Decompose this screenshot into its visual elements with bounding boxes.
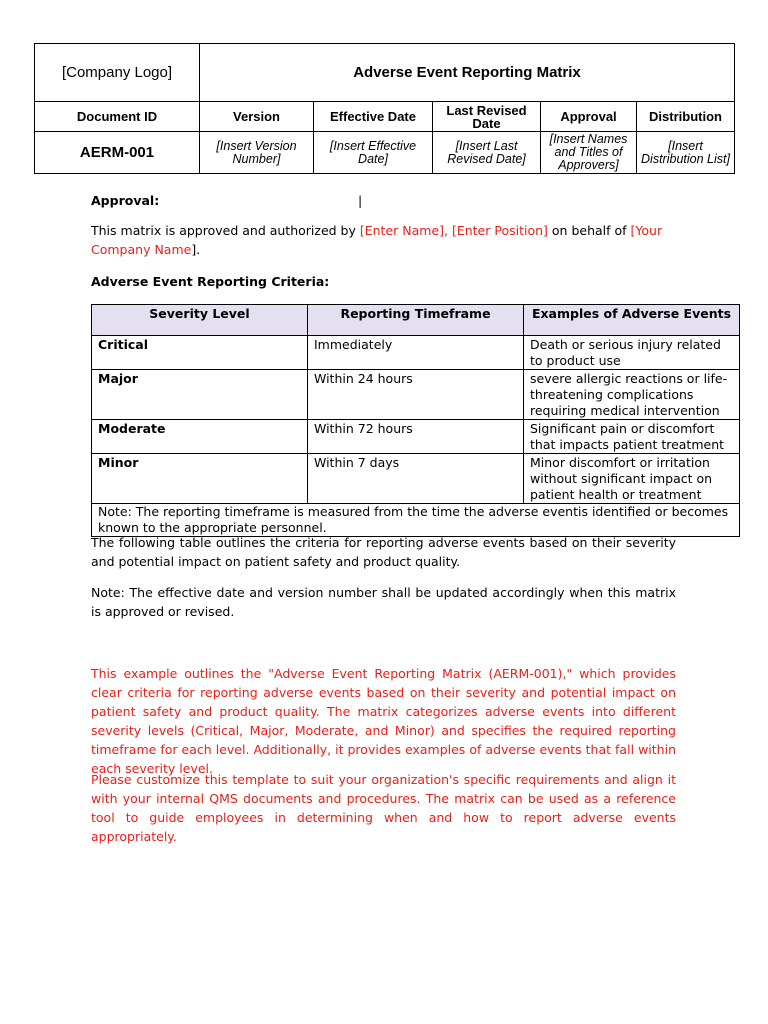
- criteria-table: [91, 304, 740, 537]
- approval-label-line: [91, 191, 676, 210]
- col-examples: Examples of Adverse Events: [524, 305, 740, 336]
- col-severity-level: Severity Level: [92, 305, 308, 336]
- outline-paragraph: The following table outlines the criteria for reporting adverse events based on their severity and potential impact on patient safety and product quality.: [91, 535, 676, 569]
- approval-text-end: ].: [191, 242, 201, 257]
- document-id-value: AERM-001: [35, 132, 200, 174]
- table-row: [92, 336, 740, 370]
- severity-cell: Critical: [92, 336, 308, 370]
- examples-cell: Significant pain or discomfort that impacts patient treatment: [524, 420, 740, 454]
- last-revised-date-value: [Insert Last Revised Date]: [433, 132, 541, 174]
- col-document-id: Document ID: [35, 102, 200, 132]
- version-value: [Insert Version Number]: [200, 132, 314, 174]
- col-last-revised-date: Last Revised Date: [433, 102, 541, 132]
- name-position-placeholder: [Enter Name], [Enter Position]: [359, 223, 548, 238]
- severity-cell: Major: [92, 370, 308, 420]
- col-reporting-timeframe: Reporting Timeframe: [308, 305, 524, 336]
- timeframe-cell: Within 72 hours: [308, 420, 524, 454]
- header-value-row: [35, 132, 735, 174]
- approval-label: Approval:: [91, 193, 160, 208]
- examples-cell: Death or serious injury related to product use: [524, 336, 740, 370]
- criteria-header-row: [92, 305, 740, 336]
- document-title: Adverse Event Reporting Matrix: [200, 44, 735, 102]
- col-distribution: Distribution: [637, 102, 735, 132]
- update-note-paragraph: Note: The effective date and version number shall be updated accordingly when this matrix is approved or revised.: [91, 585, 676, 619]
- customize-paragraph: Please customize this template to suit your organization's specific requirements and align it with your internal QMS documents and procedures. The matrix can be used as a reference tool to guide employees in determining when and how to report adverse events appropriately.: [91, 772, 676, 844]
- table-row: [92, 370, 740, 420]
- col-version: Version: [200, 102, 314, 132]
- table-row: [92, 420, 740, 454]
- approval-value: [Insert Names and Titles of Approvers]: [541, 132, 637, 174]
- company-logo-placeholder: [Company Logo]: [35, 44, 200, 102]
- severity-cell: Minor: [92, 454, 308, 504]
- table-note: Note: The reporting timeframe is measured from the time the adverse eventis identified or becomes known to the appropriate personnel.: [92, 504, 740, 537]
- text-cursor: |: [358, 193, 363, 208]
- approval-statement: [91, 221, 676, 259]
- examples-cell: severe allergic reactions or life-threatening complications requiring medical intervention: [524, 370, 740, 420]
- approval-text-middle: on behalf of: [547, 223, 631, 238]
- header-column-row: [35, 102, 735, 132]
- document-header-table: [34, 43, 735, 174]
- col-effective-date: Effective Date: [314, 102, 433, 132]
- distribution-value: [Insert Distribution List]: [637, 132, 735, 174]
- company-name-placeholder: [Your Company Name: [91, 223, 663, 257]
- table-note-row: [92, 504, 740, 537]
- examples-cell: Minor discomfort or irritation without significant impact on patient health or treatment: [524, 454, 740, 504]
- timeframe-cell: Within 7 days: [308, 454, 524, 504]
- col-approval: Approval: [541, 102, 637, 132]
- effective-date-value: [Insert Effective Date]: [314, 132, 433, 174]
- example-paragraph: This example outlines the "Adverse Event Reporting Matrix (AERM-001)," which provides clear criteria for reporting adverse events based on their severity and potential impact on patient safety and product quality. The matrix categorizes adverse events into different severity levels (Critical, Major, Moderate, and Minor) and specifies the required reporting timeframe for each level. Additionally, it provides examples of adverse events that fall within each severity level.: [91, 666, 676, 776]
- criteria-heading: Adverse Event Reporting Criteria:: [91, 274, 330, 289]
- timeframe-cell: Immediately: [308, 336, 524, 370]
- table-row: [92, 454, 740, 504]
- approval-text-start: This matrix is approved and authorized by: [91, 223, 360, 238]
- timeframe-cell: Within 24 hours: [308, 370, 524, 420]
- severity-cell: Moderate: [92, 420, 308, 454]
